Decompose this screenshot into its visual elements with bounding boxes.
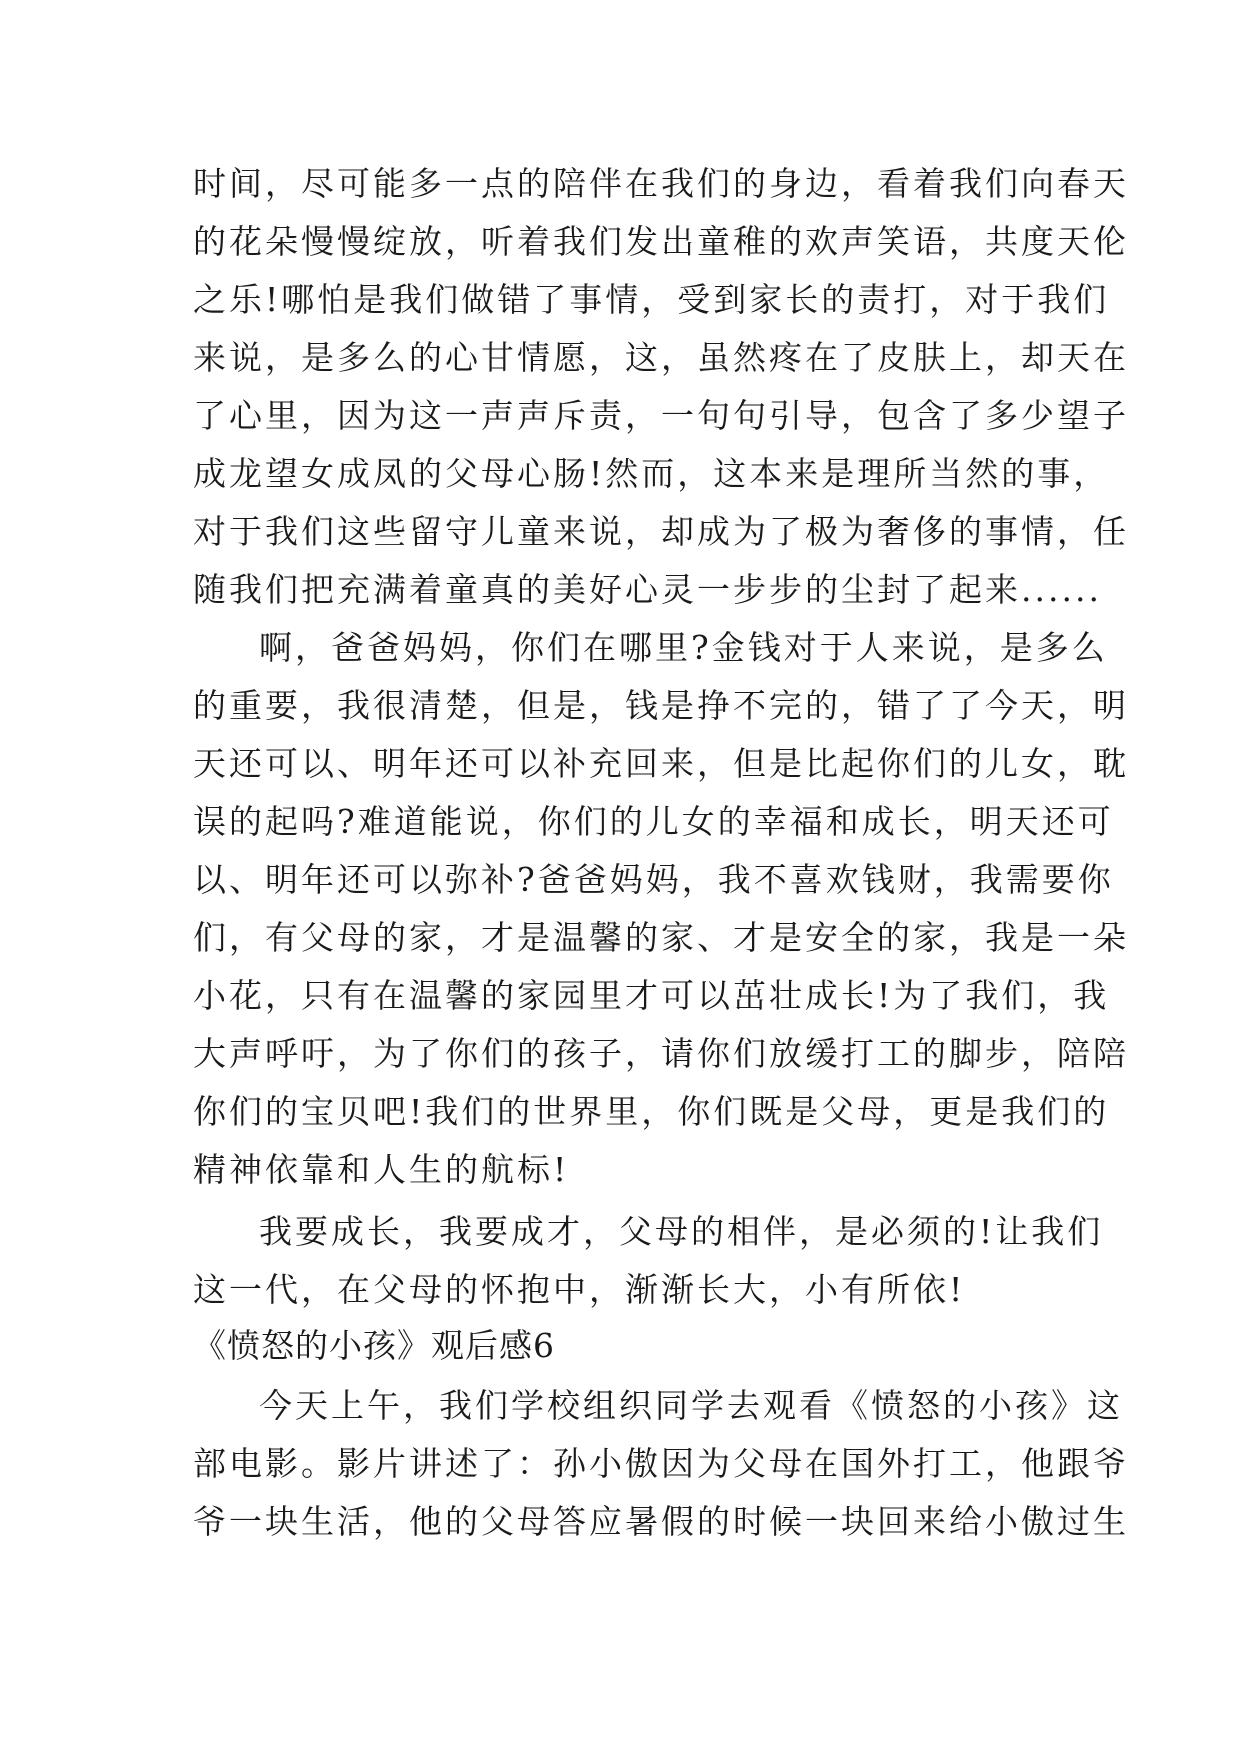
paragraph-first-line: 今天上午，我们学校组织同学去观看《愤怒的小孩》这 [259, 1386, 1123, 1425]
text-line: 的重要，我很清楚，但是，钱是挣不完的，错了了今天，明 [193, 686, 1129, 725]
text-line: 你们的宝贝吧!我们的世界里，你们既是父母，更是我们的 [193, 1092, 1110, 1131]
text-line: 了心里，因为这一声声斥责，一句句引导，包含了多少望子 [193, 396, 1129, 435]
text-line: 爷一块生活，他的父母答应暑假的时候一块回来给小傲过生 [193, 1502, 1129, 1541]
section-heading: 《愤怒的小孩》观后感6 [193, 1326, 555, 1365]
text-line: 精神依靠和人生的航标! [193, 1150, 570, 1189]
text-line: 天还可以、明年还可以补充回来，但是比起你们的儿女，耽 [193, 744, 1129, 783]
text-line: 误的起吗?难道能说，你们的儿女的幸福和成长，明天还可 [193, 802, 1114, 841]
text-line: 来说，是多么的心甘情愿，这，虽然疼在了皮肤上，却天在 [193, 338, 1129, 377]
text-line: 部电影。影片讲述了：孙小傲因为父母在国外打工，他跟爷 [193, 1444, 1129, 1483]
text-line: 们，有父母的家，才是温馨的家、才是安全的家，我是一朵 [193, 918, 1129, 957]
text-line: 大声呼吁，为了你们的孩子，请你们放缓打工的脚步，陪陪 [193, 1034, 1129, 1073]
paragraph-first-line: 啊，爸爸妈妈，你们在哪里?金钱对于人来说，是多么 [259, 628, 1108, 667]
text-line: 小花，只有在温馨的家园里才可以茁壮成长!为了我们，我 [193, 976, 1110, 1015]
text-line: 成龙望女成凤的父母心肠!然而，这本来是理所当然的事， [193, 454, 1110, 493]
text-line: 的花朵慢慢绽放，听着我们发出童稚的欢声笑语，共度天伦 [193, 222, 1129, 261]
text-line: 以、明年还可以弥补?爸爸妈妈，我不喜欢钱财，我需要你 [193, 860, 1114, 899]
text-line: 时间，尽可能多一点的陪伴在我们的身边，看着我们向春天 [193, 164, 1129, 203]
paragraph-first-line: 我要成长，我要成才，父母的相伴，是必须的!让我们 [259, 1212, 1104, 1251]
text-line: 这一代，在父母的怀抱中，渐渐长大，小有所依! [193, 1270, 966, 1309]
text-line: 对于我们这些留守儿童来说，却成为了极为奢侈的事情，任 [193, 512, 1129, 551]
text-line: 之乐!哪怕是我们做错了事情，受到家长的责打，对于我们 [193, 280, 1110, 319]
text-line: 随我们把充满着童真的美好心灵一步步的尘封了起来...... [193, 570, 1102, 609]
